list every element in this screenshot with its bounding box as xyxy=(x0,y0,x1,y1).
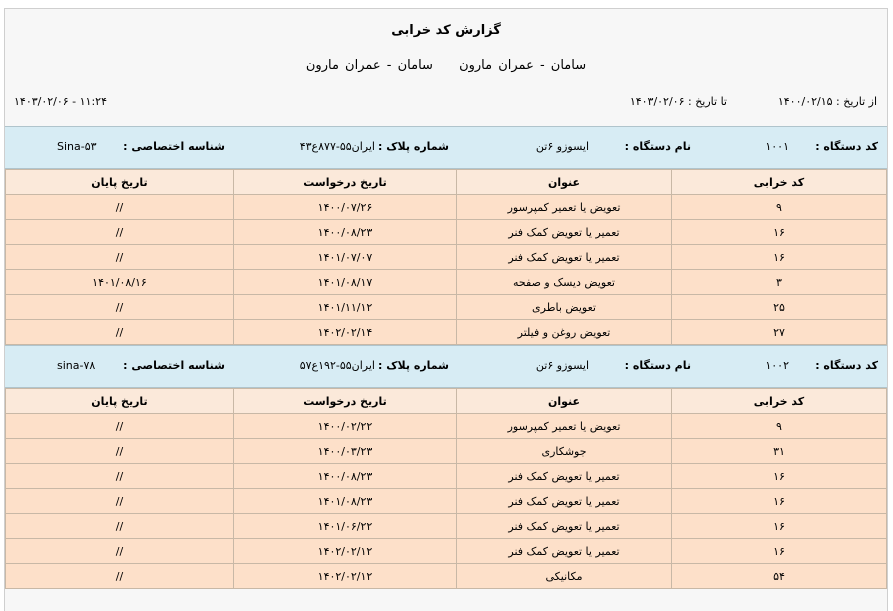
fault-code: ۱۶ xyxy=(672,464,887,489)
from-date: از تاریخ : ۱۴۰۰/۰۲/۱۵ xyxy=(777,95,877,108)
col-request-date: تاریخ درخواست xyxy=(234,170,457,195)
col-request-date: تاریخ درخواست xyxy=(234,389,457,414)
device-code-label: کد دستگاه : xyxy=(815,359,878,372)
request-date: ۱۴۰۰/۰۳/۲۳ xyxy=(234,439,457,464)
fault-code: ۱۶ xyxy=(672,220,887,245)
table-row xyxy=(6,195,887,220)
fault-title: تعویض دیسک و صفحه xyxy=(457,270,672,295)
print-datetime: ۱۴۰۳/۰۲/۰۶ - ۱۱:۲۴ xyxy=(14,95,107,108)
fault-title: جوشکاری xyxy=(457,439,672,464)
col-title: عنوان xyxy=(457,170,672,195)
to-date: تا تاریخ : ۱۴۰۳/۰۲/۰۶ xyxy=(629,95,727,108)
fault-code: ۱۶ xyxy=(672,539,887,564)
fault-title: تعمیر یا تعویض کمک فنر xyxy=(457,539,672,564)
fault-code: ۳۱ xyxy=(672,439,887,464)
fault-code: ۱۶ xyxy=(672,489,887,514)
fault-code: ۲۷ xyxy=(672,320,887,345)
request-date: ۱۴۰۰/۰۸/۲۳ xyxy=(234,220,457,245)
end-date: // xyxy=(6,464,234,489)
device-code-value: ۱۰۰۱ xyxy=(765,140,789,153)
request-date: ۱۴۰۲/۰۲/۱۲ xyxy=(234,564,457,589)
date-range xyxy=(5,95,887,111)
private-id-label: شناسه اختصاصی : xyxy=(123,359,225,372)
fault-title: تعمیر یا تعویض کمک فنر xyxy=(457,464,672,489)
request-date: ۱۴۰۲/۰۲/۱۴ xyxy=(234,320,457,345)
table-row xyxy=(6,439,887,464)
col-fault-code: کد خرابی xyxy=(672,170,887,195)
end-date: // xyxy=(6,539,234,564)
end-date: // xyxy=(6,320,234,345)
table-row xyxy=(6,489,887,514)
plate-number-label: شماره پلاک : xyxy=(378,140,449,153)
table-row xyxy=(6,220,887,245)
fault-table xyxy=(5,169,887,345)
end-date: // xyxy=(6,195,234,220)
end-date: // xyxy=(6,245,234,270)
table-row xyxy=(6,414,887,439)
fault-code: ۵۴ xyxy=(672,564,887,589)
end-date: // xyxy=(6,295,234,320)
end-date: // xyxy=(6,489,234,514)
end-date: // xyxy=(6,564,234,589)
fault-title: تعمیر یا تعویض کمک فنر xyxy=(457,220,672,245)
request-date: ۱۴۰۰/۰۲/۲۲ xyxy=(234,414,457,439)
fault-code: ۱۶ xyxy=(672,245,887,270)
table-row xyxy=(6,514,887,539)
report-page xyxy=(4,8,888,611)
end-date: // xyxy=(6,439,234,464)
request-date: ۱۴۰۱/۰۸/۱۷ xyxy=(234,270,457,295)
fault-code: ۹ xyxy=(672,195,887,220)
table-row xyxy=(6,539,887,564)
device-code-label: کد دستگاه : xyxy=(815,140,878,153)
table-row xyxy=(6,564,887,589)
request-date: ۱۴۰۰/۰۸/۲۳ xyxy=(234,464,457,489)
table-header-row xyxy=(6,170,887,195)
end-date: // xyxy=(6,220,234,245)
fault-title: تعویض روغن و فیلتر xyxy=(457,320,672,345)
fault-code: ۱۶ xyxy=(672,514,887,539)
table-row xyxy=(6,245,887,270)
fault-title: تعویض باطری xyxy=(457,295,672,320)
col-fault-code: کد خرابی xyxy=(672,389,887,414)
fault-title: تعویض یا تعمیر کمپرسور xyxy=(457,195,672,220)
fault-title: مکانیکی xyxy=(457,564,672,589)
report-title: گزارش کد خرابی xyxy=(391,23,501,38)
request-date: ۱۴۰۲/۰۲/۱۲ xyxy=(234,539,457,564)
request-date: ۱۴۰۱/۱۱/۱۲ xyxy=(234,295,457,320)
private-id-value: sina-۷۸ xyxy=(57,359,96,372)
private-id-value: Sina-۵۳ xyxy=(57,140,97,153)
fault-title: تعمیر یا تعویض کمک فنر xyxy=(457,514,672,539)
end-date: // xyxy=(6,514,234,539)
plate-number-value: ایران۵۵-۸۷۷ع۴۳ xyxy=(299,140,375,153)
plate-number-label: شماره پلاک : xyxy=(378,359,449,372)
col-title: عنوان xyxy=(457,389,672,414)
device-name-label: نام دستگاه : xyxy=(624,140,691,153)
device-header xyxy=(5,345,887,388)
subtitle-left: سامان - عمران مارون xyxy=(305,58,433,73)
end-date: ۱۴۰۱/۰۸/۱۶ xyxy=(6,270,234,295)
plate-number-value: ایران۵۵-۱۹۲ع۵۷ xyxy=(299,359,375,372)
table-row xyxy=(6,320,887,345)
device-name-label: نام دستگاه : xyxy=(624,359,691,372)
table-row xyxy=(6,295,887,320)
col-end-date: تاریخ پایان xyxy=(6,170,234,195)
col-end-date: تاریخ پایان xyxy=(6,389,234,414)
device-code-value: ۱۰۰۲ xyxy=(765,359,789,372)
fault-code: ۳ xyxy=(672,270,887,295)
table-row xyxy=(6,464,887,489)
request-date: ۱۴۰۱/۰۶/۲۲ xyxy=(234,514,457,539)
fault-table xyxy=(5,388,887,589)
private-id-label: شناسه اختصاصی : xyxy=(123,140,225,153)
table-header-row xyxy=(6,389,887,414)
fault-code: ۲۵ xyxy=(672,295,887,320)
request-date: ۱۴۰۱/۰۸/۲۳ xyxy=(234,489,457,514)
table-row xyxy=(6,270,887,295)
device-name-value: ایسوزو ۶تن xyxy=(535,359,589,372)
fault-title: تعویض یا تعمیر کمپرسور xyxy=(457,414,672,439)
report-header xyxy=(5,9,887,126)
fault-title: تعمیر یا تعویض کمک فنر xyxy=(457,489,672,514)
device-header xyxy=(5,126,887,169)
fault-title: تعمیر یا تعویض کمک فنر xyxy=(457,245,672,270)
request-date: ۱۴۰۰/۰۷/۲۶ xyxy=(234,195,457,220)
report-subtitle xyxy=(5,58,887,73)
subtitle-right: سامان - عمران مارون xyxy=(459,58,587,73)
end-date: // xyxy=(6,414,234,439)
fault-code: ۹ xyxy=(672,414,887,439)
device-name-value: ایسوزو ۶تن xyxy=(535,140,589,153)
request-date: ۱۴۰۱/۰۷/۰۷ xyxy=(234,245,457,270)
